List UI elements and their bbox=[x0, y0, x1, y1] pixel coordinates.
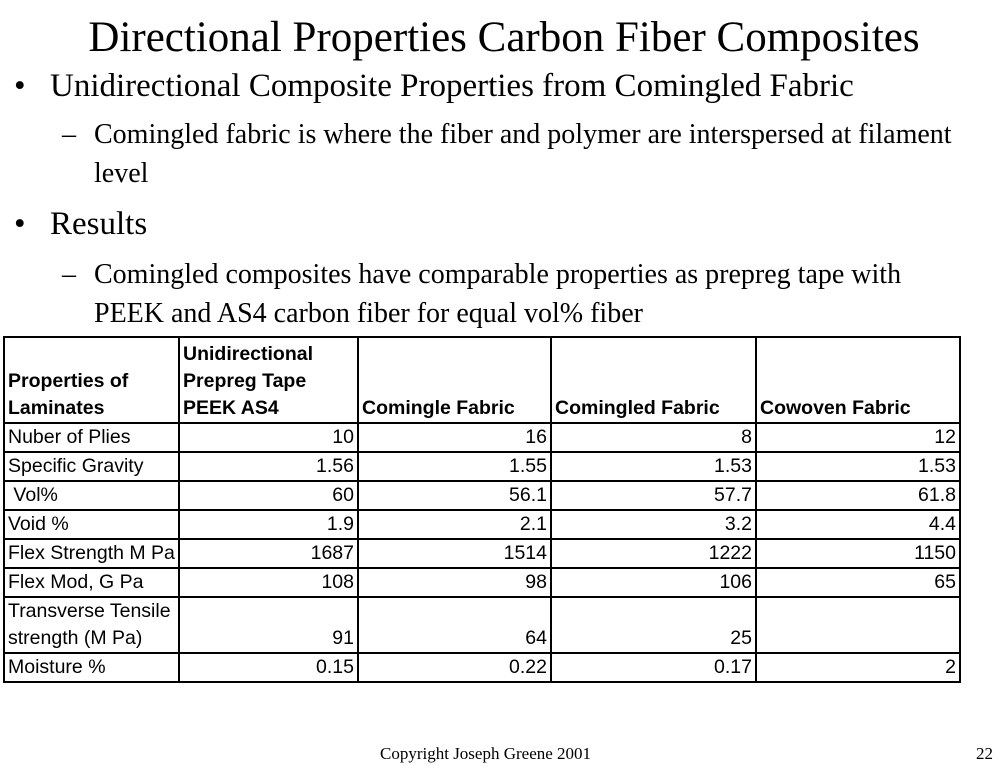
table-header-row bbox=[4, 337, 960, 423]
table-cell: 3.2 bbox=[551, 510, 756, 539]
bullet-2-sub bbox=[62, 255, 962, 333]
table-cell: 91 bbox=[179, 597, 358, 653]
table-row bbox=[4, 653, 960, 682]
bullet-1-text: Unidirectional Composite Properties from Comingled Fabric bbox=[50, 68, 854, 104]
table-cell: 106 bbox=[551, 568, 756, 597]
bullet-2-sub-text: Comingled composites have comparable properties as prepreg tape with PEEK and AS4 carbon fiber for equal vol% fiber bbox=[94, 259, 902, 329]
table-cell: 0.22 bbox=[358, 653, 551, 682]
table-cell: 57.7 bbox=[551, 481, 756, 510]
table-cell bbox=[756, 597, 960, 653]
table-cell: 108 bbox=[179, 568, 358, 597]
table-cell: 2.1 bbox=[358, 510, 551, 539]
table-cell: 8 bbox=[551, 423, 756, 452]
header-prepreg-tape: Unidirectional Prepreg Tape PEEK AS4 bbox=[179, 337, 358, 423]
table-cell: 1150 bbox=[756, 539, 960, 568]
table-cell: 1.55 bbox=[358, 452, 551, 481]
page-number: 22 bbox=[976, 744, 993, 763]
header-cowoven-fabric: Cowoven Fabric bbox=[756, 337, 960, 423]
table-cell: 0.17 bbox=[551, 653, 756, 682]
bullet-marker: • bbox=[14, 206, 26, 242]
copyright-text: Copyright Joseph Greene 2001 bbox=[380, 744, 592, 763]
row-label: Specific Gravity bbox=[4, 452, 179, 481]
table-cell: 10 bbox=[179, 423, 358, 452]
table-row bbox=[4, 481, 960, 510]
table-row bbox=[4, 568, 960, 597]
table-row bbox=[4, 597, 960, 653]
table-cell: 25 bbox=[551, 597, 756, 653]
sub-bullet-marker: – bbox=[62, 119, 76, 150]
table-cell: 65 bbox=[756, 568, 960, 597]
bullet-1-sub bbox=[62, 115, 962, 193]
table-cell: 60 bbox=[179, 481, 358, 510]
table-cell: 1.56 bbox=[179, 452, 358, 481]
table-cell: 2 bbox=[756, 653, 960, 682]
slide-title: Directional Properties Carbon Fiber Composites bbox=[88, 14, 920, 61]
row-label: Void % bbox=[4, 510, 179, 539]
table-cell: 0.15 bbox=[179, 653, 358, 682]
table-cell: 12 bbox=[756, 423, 960, 452]
table-cell: 64 bbox=[358, 597, 551, 653]
table-cell: 4.4 bbox=[756, 510, 960, 539]
header-comingled-fabric: Comingled Fabric bbox=[551, 337, 756, 423]
row-label: Flex Mod, G Pa bbox=[4, 568, 179, 597]
table-row bbox=[4, 452, 960, 481]
table-row bbox=[4, 539, 960, 568]
bullet-marker: • bbox=[14, 68, 26, 104]
row-label: Vol% bbox=[4, 481, 179, 510]
table-cell: 1514 bbox=[358, 539, 551, 568]
table-cell: 16 bbox=[358, 423, 551, 452]
bullet-1-sub-text: Comingled fabric is where the fiber and polymer are interspersed at filament level bbox=[94, 119, 952, 189]
table-cell: 56.1 bbox=[358, 481, 551, 510]
row-label: Flex Strength M Pa bbox=[4, 539, 179, 568]
table-cell: 1.9 bbox=[179, 510, 358, 539]
table-cell: 1.53 bbox=[551, 452, 756, 481]
row-label: Moisture % bbox=[4, 653, 179, 682]
table-cell: 1.53 bbox=[756, 452, 960, 481]
table-cell: 61.8 bbox=[756, 481, 960, 510]
row-label: Nuber of Plies bbox=[4, 423, 179, 452]
table-row bbox=[4, 510, 960, 539]
table-cell: 98 bbox=[358, 568, 551, 597]
row-label: Transverse Tensile strength (M Pa) bbox=[4, 597, 179, 653]
table-cell: 1687 bbox=[179, 539, 358, 568]
header-properties: Properties of Laminates bbox=[4, 337, 179, 423]
table-row bbox=[4, 423, 960, 452]
properties-table bbox=[3, 336, 961, 683]
sub-bullet-marker: – bbox=[62, 259, 76, 290]
table-cell: 1222 bbox=[551, 539, 756, 568]
header-comingle-fabric: Comingle Fabric bbox=[358, 337, 551, 423]
bullet-2-text: Results bbox=[50, 206, 148, 242]
